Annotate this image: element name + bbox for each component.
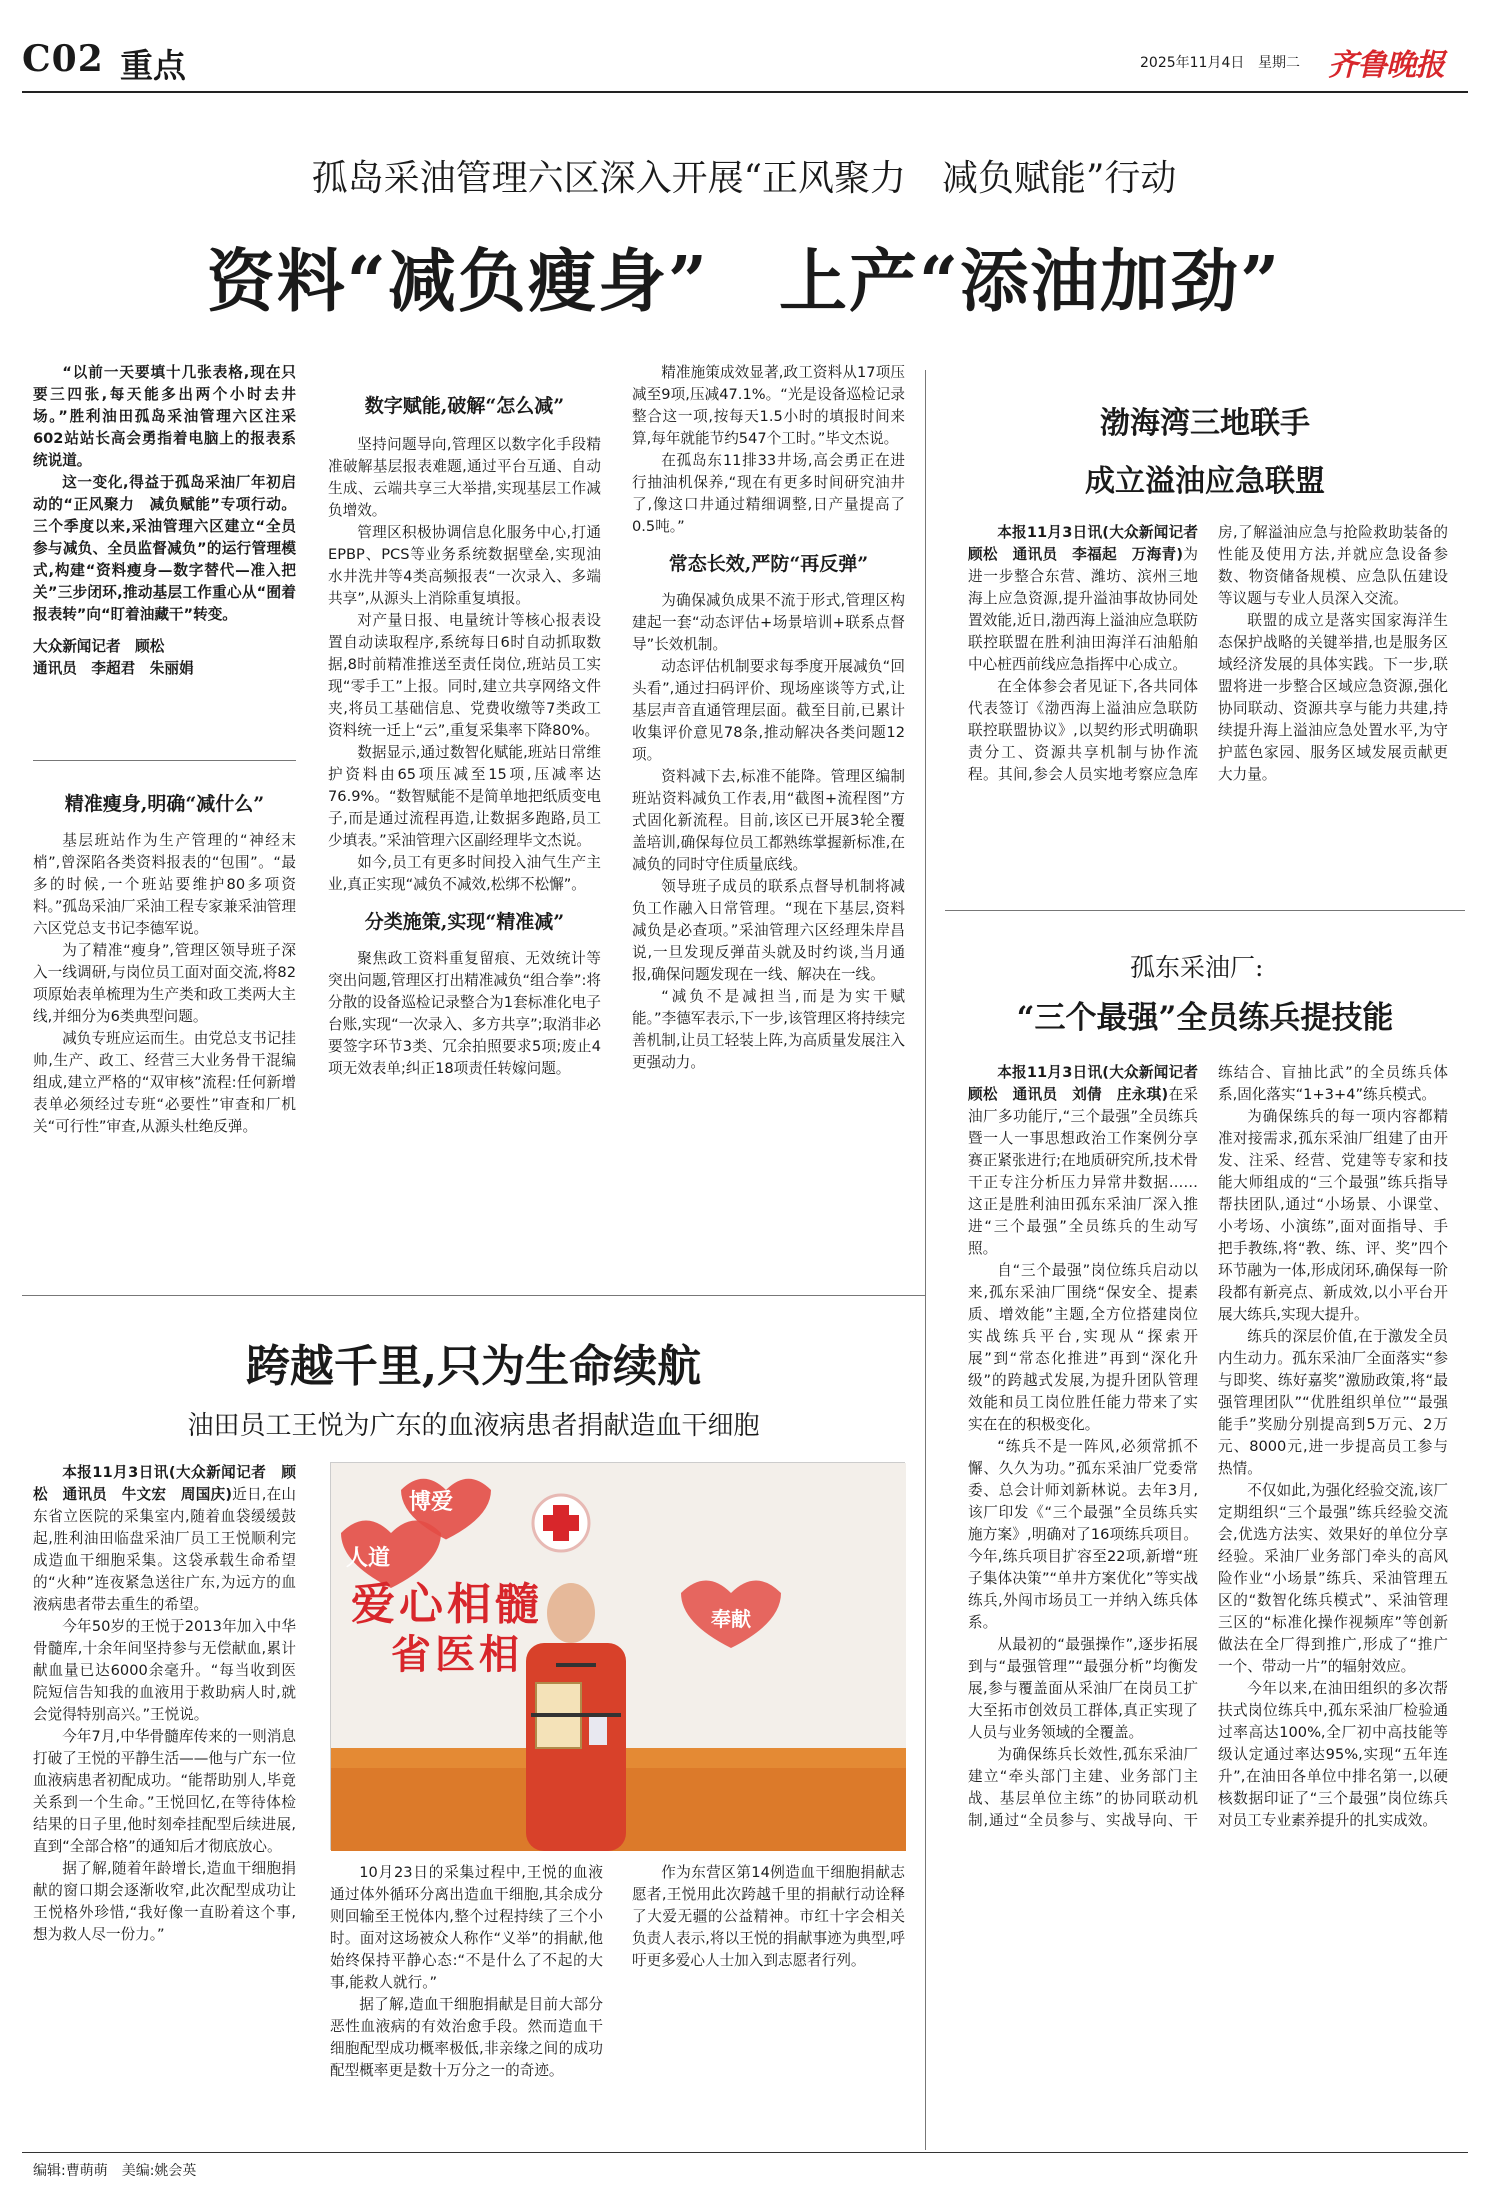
article2-lead: 本报11月3日讯(大众新闻记者 顾松 通讯员 李福起 万海青) — [968, 524, 1213, 563]
article1-byline1: 大众新闻记者 顾松 — [33, 638, 165, 655]
article1-headline: 资料“减负瘦身” 上产“添油加劲” — [206, 242, 1282, 322]
page-code: C02 — [22, 38, 104, 80]
article1-sub1-p1: 基层班站作为生产管理的“神经末梢”,曾深陷各类资料报表的“包围”。“最多的时候,一个班站要维护80多项资料。”孤岛采油厂采油工程专家兼采油管理六区党总支书记李德军说。 — [33, 832, 296, 937]
photo-banner-text2: 省医相 — [391, 1631, 523, 1678]
article4-p3: 今年7月,中华骨髓库传来的一则消息打破了王悦的平静生活——他与广东一位血液病患者初配成功。“能帮助别人,毕竟关系到一个生命。”王悦回忆,在等待体检结果的日子里,他时刻牵挂配型后续进展,直到“全部合格”的通知后才彻底放心。 — [33, 1728, 296, 1855]
article3-kicker: 孤东采油厂: — [1130, 953, 1264, 982]
photo-tag-2: 人道 — [346, 1546, 391, 1571]
article2-p1: 为进一步整合东营、潍坊、滨州三地海上应急资源,提升溢油事故协同处置效能,近日,渤西海上溢油应急联防联控联盟在胜利油田海洋石油船舶中心桩西前线应急指挥中心成立。 — [968, 546, 1198, 673]
article3-body — [968, 1062, 1448, 2142]
article1-sub2-p4: 数据显示,通过数智化赋能,班站日常维护资料由65项压减至15项,压减率达76.9%。“数智赋能不是简单地把纸质变电子,而是通过流程再造,让数据多跑路,员工少填表。”采油管理六区副经理毕文杰说。 — [328, 744, 601, 849]
article1-sub3-p1: 聚焦政工资料重复留痕、无效统计等突出问题,管理区打出精准减负“组合拳”:将分散的设备巡检记录整合为1套标准化电子台账,实现“一次录入、多方共享”;取消非必要签字环节3类、冗余拍照要求5项;废止4项无效表单;纠正18项责任转嫁问题。 — [328, 950, 601, 1077]
footer-rule — [22, 2152, 1468, 2153]
article1-col1 — [33, 362, 296, 680]
article1-subhead-3: 分类施策,实现“精准减” — [364, 911, 565, 933]
article1-lead-p1: “以前一天要填十几张表格,现在只要三四张,每天能多出两个小时去井场。”胜利油田孤岛采油管理六区注采602站站长高会勇指着电脑上的报表系统说道。 — [33, 364, 296, 469]
article3-p7: 练兵的深层价值,在于激发全员内生动力。孤东采油厂全面落实“参与即奖、练好嘉奖”激励政策,将“最强管理团队”“优胜组织单位”“最强能手”奖励分别提高到5万元、2万元、8000元,进一步提高员工参与热情。 — [1218, 1328, 1448, 1477]
article4-p6a: 据了解,造血干细胞捐献是目前大部分恶性血液病的有效治愈手段。然而造血干细胞配型成功概率极低,非亲缘之间的成功配型概率更是数十万分之一的奇迹。 — [330, 1996, 603, 2079]
vertical-divider — [925, 370, 926, 2150]
issue-weekday: 星期二 — [1258, 55, 1300, 71]
header-rule — [22, 91, 1468, 93]
footer-editor: 编辑:曹萌萌 美编:姚会英 — [33, 2163, 197, 2179]
article1-sub2-p5: 如今,员工有更多时间投入油气生产主业,真正实现“减负不减效,松绑不松懈”。 — [328, 854, 601, 893]
article3-p2: 自“三个最强”岗位练兵启动以来,孤东采油厂围绕“保安全、提素质、增效能”主题,全方位搭建岗位实战练兵平台,实现从“探索开展”到“常态化推进”再到“深化升级”的跨越式发展,为提升团队管理效能和员工岗位胜任能力带来了实实在在的积极变化。 — [968, 1262, 1198, 1433]
section-name: 重点 — [120, 46, 186, 85]
article4-p4: 据了解,随着年龄增长,造血干细胞捐献的窗口期会逐渐收窄,此次配型成功让王悦格外珍惜,“我好像一直盼着这个事,想为救人尽一份力。” — [33, 1860, 296, 1943]
article1-sub4-p3: 资料减下去,标准不能降。管理区编制班站资料减负工作表,用“截图+流程图”方式固化新流程。目前,该区已开展3轮全覆盖培训,确保每位员工都熟练掌握新标准,在减负的同时守住质量底线。 — [632, 768, 905, 873]
article4-col2 — [330, 1862, 603, 2079]
article1-col1b — [33, 790, 296, 1138]
article3-p6: 为确保练兵的每一项内容都精准对接需求,孤东采油厂组建了由开发、注采、经营、党建等专家和技能大师组成的“三个最强”练兵指导帮扶团队,通过“小场景、小课堂、小考场、小演练”,面对面指导、手把手教练,将“教、练、评、奖”四个环节融为一体,形成闭环,确保每一阶段都有新亮点、新成效,以小平台开展大练兵,实现大提升。 — [1218, 1108, 1448, 1323]
article3-p9: 今年以来,在油田组织的多次帮扶式岗位练兵中,孤东采油厂检验通过率高达100%,全厂初中高技能等级认定通过率达95%,实现“五年连升”,在油田各单位中排名第一,以硬核数据印证了“三个最强”岗位练兵对员工专业素养提升的扎实成效。 — [1218, 1680, 1448, 1829]
article1-kicker: 孤岛采油管理六区深入开展“正风聚力 减负赋能”行动 — [311, 158, 1177, 199]
article1-bottom-rule — [22, 1295, 925, 1296]
article3-p1: 在采油厂多功能厅,“三个最强”全员练兵暨一人一事思想政治工作案例分享赛正紧张进行;在地质研究所,技术骨干正专注分析压力异常井数据……这正是胜利油田孤东采油厂深入推进“三个最强”全员练兵的生动写照。 — [968, 1086, 1198, 1257]
article1-lead-p2: 这一变化,得益于孤岛采油厂年初启动的“正风聚力 减负赋能”专项行动。三个季度以来,采油管理六区建立“全员参与减负、全员监督减负”的运行管理模式,构建“资料瘦身—数字替代—准入把关”三步闭环,推动基层工作重心从“囿着报表转”向“盯着油藏干”转变。 — [33, 474, 296, 623]
article3-p5: 为确保练兵长效性,孤东采油厂建立“牵头部门主建、业务部门主战、基层单位主练”的协同联动机制,通过“全员参与、实战导向、干练结合、盲抽比武”的全员练兵体系,固化落实“1+3+4”练兵模式。 — [968, 1064, 1448, 1829]
photo-tag-3: 奉献 — [711, 1607, 751, 1631]
article1-sub1-p3: 减负专班应运而生。由党总支书记挂帅,生产、政工、经营三大业务骨干混编组成,建立严格的“双审核”流程:任何新增表单必须经过专班“必要性”审查和厂机关“可行性”审查,从源头杜绝反弹。 — [33, 1030, 296, 1135]
article1-byline2: 通讯员 李超君 朱丽娟 — [33, 660, 194, 677]
article4-p1: 近日,在山东省立医院的采集室内,随着血袋缓缓鼓起,胜利油田临盘采油厂员工王悦顺利完成造血干细胞采集。这袋承载生命希望的“火种”连夜紧急送往广东,为远方的血液病患者带去重生的希望。 — [33, 1486, 297, 1613]
article2-headline: 渤海湾三地联手 — [1100, 406, 1310, 441]
article1-sub4-p1: 为确保减负成果不流于形式,管理区构建起一套“动态评估+场景培训+联系点督导”长效机制。 — [632, 592, 905, 653]
article4-col1 — [33, 1462, 296, 1946]
article1-sub1-p2: 为了精准“瘦身”,管理区领导班子深入一线调研,与岗位员工面对面交流,将82项原始表单梳理为生产类和政工类两大主线,并细分为6类典型问题。 — [33, 942, 296, 1025]
article3-p8: 不仅如此,为强化经验交流,该厂定期组织“三个最强”练兵经验交流会,优选方法实、效果好的单位分享经验。采油厂业务部门牵头的高风险作业“小场景”练兵、采油管理五区的“数智化练兵模式”、采油管理三区的“标准化操作视频库”等创新做法在全厂得到推广,形成了“推广一个、带动一片”的辐射效应。 — [1218, 1482, 1448, 1675]
article2-headline2: 成立溢油应急联盟 — [1085, 464, 1325, 499]
photo-tag-1: 博爱 — [409, 1490, 454, 1515]
article4-headline: 跨越千里,只为生命续航 — [245, 1341, 702, 1392]
article1-sub2-p1: 坚持问题导向,管理区以数字化手段精准破解基层报表难题,通过平台互通、自动生成、云端共享三大举措,实现基层工作减负增效。 — [328, 436, 601, 519]
article1-col1-divider — [33, 760, 296, 761]
article4-p7: 作为东营区第14例造血干细胞捐献志愿者,王悦用此次跨越千里的捐献行动诠释了大爱无疆的公益精神。市红十字会相关负责人表示,将以王悦的捐献事迹为典型,呼吁更多爱心人士加入到志愿者行列。 — [632, 1864, 905, 1969]
article1-col2 — [328, 392, 601, 1080]
article2-body — [968, 522, 1448, 902]
article3-p4: 从最初的“最强操作”,逐步拓展到与“最强管理”“最强分析”均衡发展,参与覆盖面从采油厂在岗员工扩大至拓市创效员工群体,真正实现了人员与业务领域的全覆盖。 — [968, 1636, 1198, 1741]
article1-sub2-p2: 管理区积极协调信息化服务中心,打通EPBP、PCS等业务系统数据壁垒,实现油水井洗井等4类高频报表“一次录入、多端共享”,从源头上消除重复填报。 — [328, 524, 601, 607]
issue-date: 2025年11月4日 — [1140, 55, 1245, 71]
article4-lead: 本报11月3日讯(大众新闻记者 顾松 通讯员 牛文宏 周国庆) — [33, 1464, 296, 1503]
article1-sub3-p3: 在孤岛东11排33井场,高会勇正在进行抽油机保养,“现在有更多时间研究油井了,像这口井通过精细调整,日产量提高了0.5吨。” — [632, 452, 905, 535]
article2-p3: 联盟的成立是落实国家海洋生态保护战略的关键举措,也是服务区域经济发展的具体实践。下一步,联盟将进一步整合区域应急资源,强化协同联动、资源共享与能力共建,持续提升海上溢油应急处置水平,为守护蓝色家园、服务区域发展贡献更大力量。 — [1218, 612, 1448, 783]
photo-banner-text: 爱心相髓 — [351, 1579, 543, 1630]
article4-p5: 10月23日的采集过程中,王悦的血液通过体外循环分离出造血干细胞,其余成分则回输至王悦体内,整个过程持续了三个小时。面对这场被众人称作“义举”的捐献,他始终保持平静心态:“不是什么了不起的大事,能救人就行。” — [330, 1864, 603, 1991]
article3-headline: “三个最强”全员练兵提技能 — [1016, 1000, 1394, 1036]
article1-subhead-4: 常态长效,严防“再反弹” — [668, 553, 869, 575]
article3-p3: “练兵不是一阵风,必须常抓不懈、久久为功。”孤东采油厂党委常委、总会计师刘新林说。去年3月,该厂印发《“三个最强”全员练兵实施方案》,明确对了16项练兵项目。今年,练兵项目扩容至22项,新增“班子集体决策”“单井方案优化”等实战练兵,外闯市场员工一并纳入练兵体系。 — [968, 1438, 1198, 1631]
article4-p2: 今年50岁的王悦于2013年加入中华骨髓库,十余年间坚持参与无偿献血,累计献血量已达6000余毫升。“每当收到医院短信告知我的血液用于救助病人时,就会觉得特别高兴。”王悦说。 — [33, 1618, 296, 1723]
masthead-logo: 齐鲁晚报 — [1328, 48, 1444, 83]
article4-photo — [330, 1462, 905, 1850]
article1-subhead-1: 精准瘦身,明确“减什么” — [64, 793, 265, 815]
article2-bottom-rule — [945, 910, 1465, 911]
article1-sub3-p2: 精准施策成效显著,政工资料从17项压减至9项,压减47.1%。“光是设备巡检记录整合这一项,按每天1.5小时的填报时间来算,每年就能节约547个工时。”毕文杰说。 — [632, 364, 905, 447]
article1-sub4-p5: “减负不是减担当,而是为实干赋能。”李德军表示,下一步,该管理区将持续完善机制,让员工轻装上阵,为高质量发展注入更强动力。 — [632, 988, 905, 1071]
article4-col3 — [632, 1862, 905, 1972]
article1-subhead-2: 数字赋能,破解“怎么减” — [364, 395, 565, 417]
article1-sub4-p4: 领导班子成员的联系点督导机制将减负工作融入日常管理。“现在下基层,资料减负是必查项。”采油管理六区经理朱岸昌说,一旦发现反弹苗头就及时约谈,当月通报,确保问题发现在一线、解决在一线。 — [632, 878, 905, 983]
article1-sub4-p2: 动态评估机制要求每季度开展减负“回头看”,通过扫码评价、现场座谈等方式,让基层声音直通管理层面。截至目前,已累计收集评价意见78条,推动解决各类问题12项。 — [632, 658, 905, 763]
article2-p2: 在全体参会者见证下,各共同体代表签订《渤西海上溢油应急联防联控联盟协议》,以契约形式明确职责分工、资源共享机制与协作流程。其间,参会人员实地考察应急库房,了解溢油应急与抢险救助装备的性能及使用方法,并就应急设备参数、物资储备规模、应急队伍建设等议题与专业人员深入交流。 — [968, 524, 1448, 783]
article1-col3 — [632, 362, 905, 1074]
article1-sub2-p3: 对产量日报、电量统计等核心报表设置自动读取程序,系统每日6时自动抓取数据,8时前精准推送至责任岗位,班站员工实现“零手工”上报。同时,建立共享网络文件夹,将员工基础信息、党费收缴等7类政工资料统一迁上“云”,重复采集率下降80%。 — [328, 612, 601, 739]
article3-lead: 本报11月3日讯(大众新闻记者 顾松 通讯员 刘倩 庄永琪) — [968, 1064, 1213, 1103]
article4-subtitle: 油田员工王悦为广东的血液病患者捐献造血干细胞 — [187, 1411, 760, 1441]
